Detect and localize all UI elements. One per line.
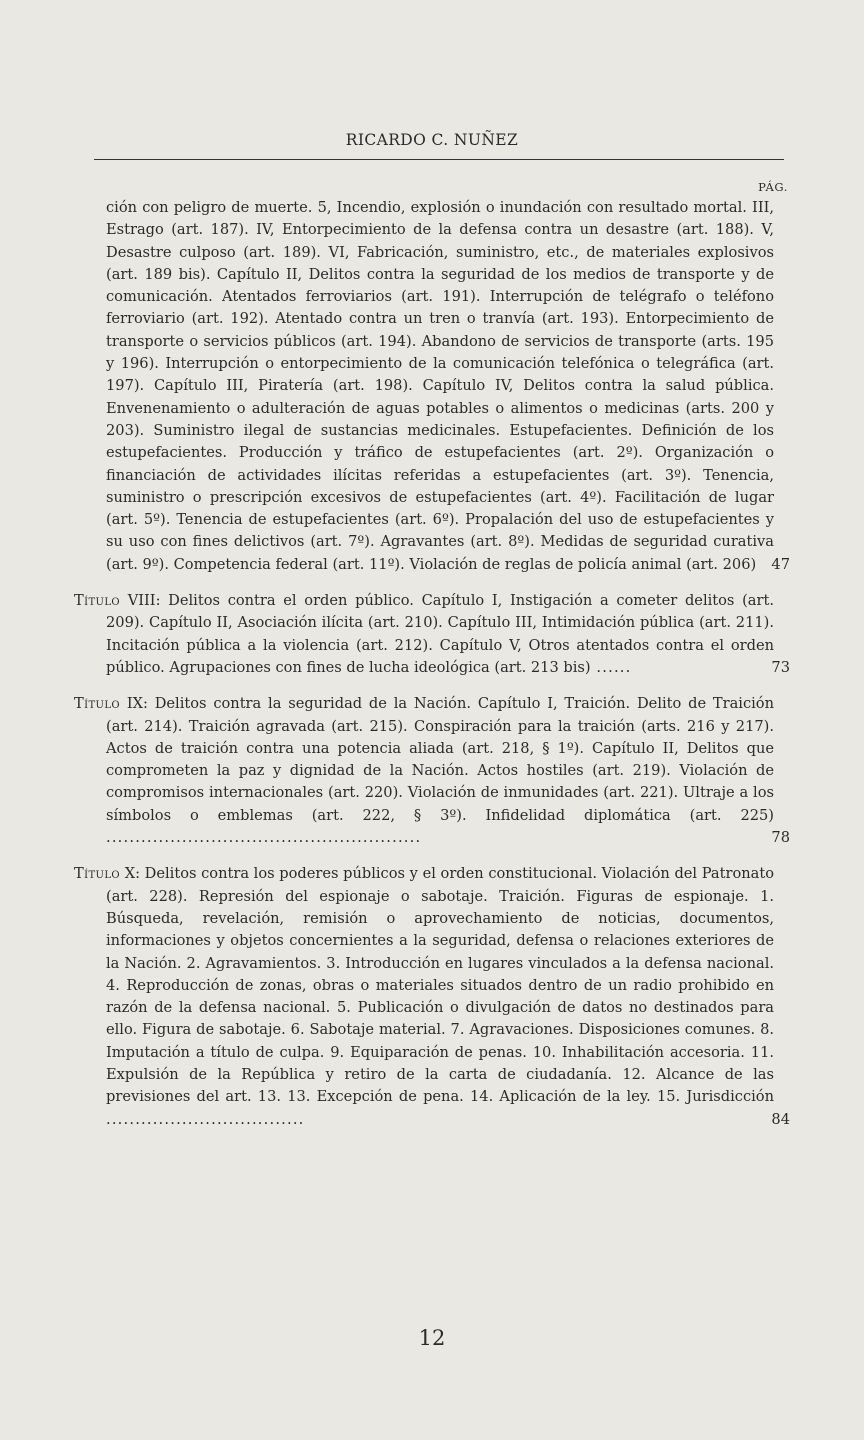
toc-entry-titulo-viii [74,590,790,679]
toc-entry-label: Título [74,695,121,713]
toc-entry-page: 84 [771,1110,790,1128]
toc-entry-continuation [74,197,790,576]
toc-entry-label: Título [74,865,121,883]
toc-entry-body: IX: Delitos contra la seguridad de la Nación. Capítulo I, Traición. Delito de Traición (art. 214). Traición agravada (art. 215). Conspiración para la traición (arts. 216 y 217). Actos de traición contra una potencia aliada (art. 218, § 1º). Capítulo II, Delitos que comprometen la paz y dignidad de la Nación. Actos hostiles (art. 219). Violación de compromisos internacionales (art. 220). Violación de inmunidades (art. 221). Ultraje a los símbolos o emblemas (art. 222, § 3º). Infidelidad diplomática (art. 225) [106,695,774,824]
toc-entry-text [106,197,774,576]
toc-entry-body: ción con peligro de muerte. 5, Incendio, explosión o inundación con resultado mortal. III, Estrago (art. 187). IV, Entorpecimiento de la defensa contra un desastre (art. 188). V, Desastre culposo (art. 189). VI, Fabricación, suministro, etc., de materiales explosivos (art. 189 bis). Capítulo II, Delitos contra la seguridad de los medios de transporte y de comunicación. Atentados ferroviarios (art. 191). Interrupción de telégrafo o teléfono ferroviario (art. 192). Atentado contra un tren o tranvía (art. 193). Entorpecimiento de transporte o servicios públicos (art. 194). Abandono de servicios de transporte (arts. 195 y 196). Interrupción o entorpecimiento de la comunicación telefónica o telegráfica (art. 197). Capítulo III, Piratería (art. 198). Capítulo IV, Delitos contra la salud pública. Envenenamiento o adulteración de aguas potables o alimentos o medicinas (arts. 200 y 203). Suministro ilegal de sustancias medicinales. Estupefacientes. Definición de los estupefacientes. Producción y tráfico de estupefacientes (art. 2º). Organización o financiación de actividades ilícitas referidas a estupefacientes (art. 3º). Tenencia, suministro o prescripción excesivos de estupefacientes (art. 4º). Facilitación de lugar (art. 5º). Tenencia de estupefacientes (art. 6º). Propalación del uso de estupefacientes y su uso con fines delictivos (art. 7º). Agravantes (art. 8º). Medidas de seguridad curativa (art. 9º). Competencia federal (art. 11º). Violación de reglas de policía animal (art. 206) [106,199,774,573]
page-number: 12 [418,1326,446,1350]
page-column-label: PÁG. [758,180,788,194]
dot-leaders: ...... [590,658,632,676]
toc-entry-body: X: Delitos contra los poderes públicos y el orden constitucional. Violación del Patronato (art. 228). Represión del espionaje o sabotaje. Traición. Figuras de espionaje. 1. Búsqueda, revelación, remisión o aprovechamiento de noticias, documentos, informaciones y objetos concernientes a la seguridad, defensa o relaciones exteriores de la Nación. 2. Agravamientos. 3. Introducción en lugares vinculados a la defensa nacional. 4. Reproducción de zonas, obras o materiales situados dentro de un radio prohibido en razón de la defensa nacional. 5. Publicación o divulgación de datos no destinados para ello. Figura de sabotaje. 6. Sabotaje material. 7. Agravaciones. Disposiciones comunes. 8. Imputación a título de culpa. 9. Equiparación de penas. 10. Inhabilitación accesoria. 11. Expulsión de la República y retiro de la carta de ciudadanía. 12. Alcance de las previsiones del art. 13. 13. Excepción de pena. 14. Aplicación de la ley. 15. Jurisdicción [106,865,774,1106]
table-of-contents [74,197,790,1131]
toc-entry-page: 73 [771,658,790,676]
toc-entry-titulo-ix [74,693,790,849]
toc-entry-titulo-x [74,863,790,1131]
dot-leaders: .................................. [106,1110,305,1128]
toc-entry-text [74,863,774,1131]
toc-entry-label: Título [74,592,121,610]
running-head: RICARDO C. NUÑEZ [345,131,519,149]
header-rule [94,159,784,160]
dot-leaders: ...................................................... [106,829,422,847]
toc-entry-page: 78 [771,829,790,847]
toc-entry-text [74,693,774,849]
toc-entry-text [74,590,774,679]
toc-entry-body: VIII: Delitos contra el orden público. Capítulo I, Instigación a cometer delitos (art. 209). Capítulo II, Asociación ilícita (art. 210). Capítulo III, Intimidación pública (art. 211). Incitación pública a la violencia (art. 212). Capítulo V, Otros atentados contra el orden público. Agrupaciones con fines de lucha ideológica (art. 213 bis) [106,592,774,676]
toc-entry-page: 47 [771,555,790,573]
